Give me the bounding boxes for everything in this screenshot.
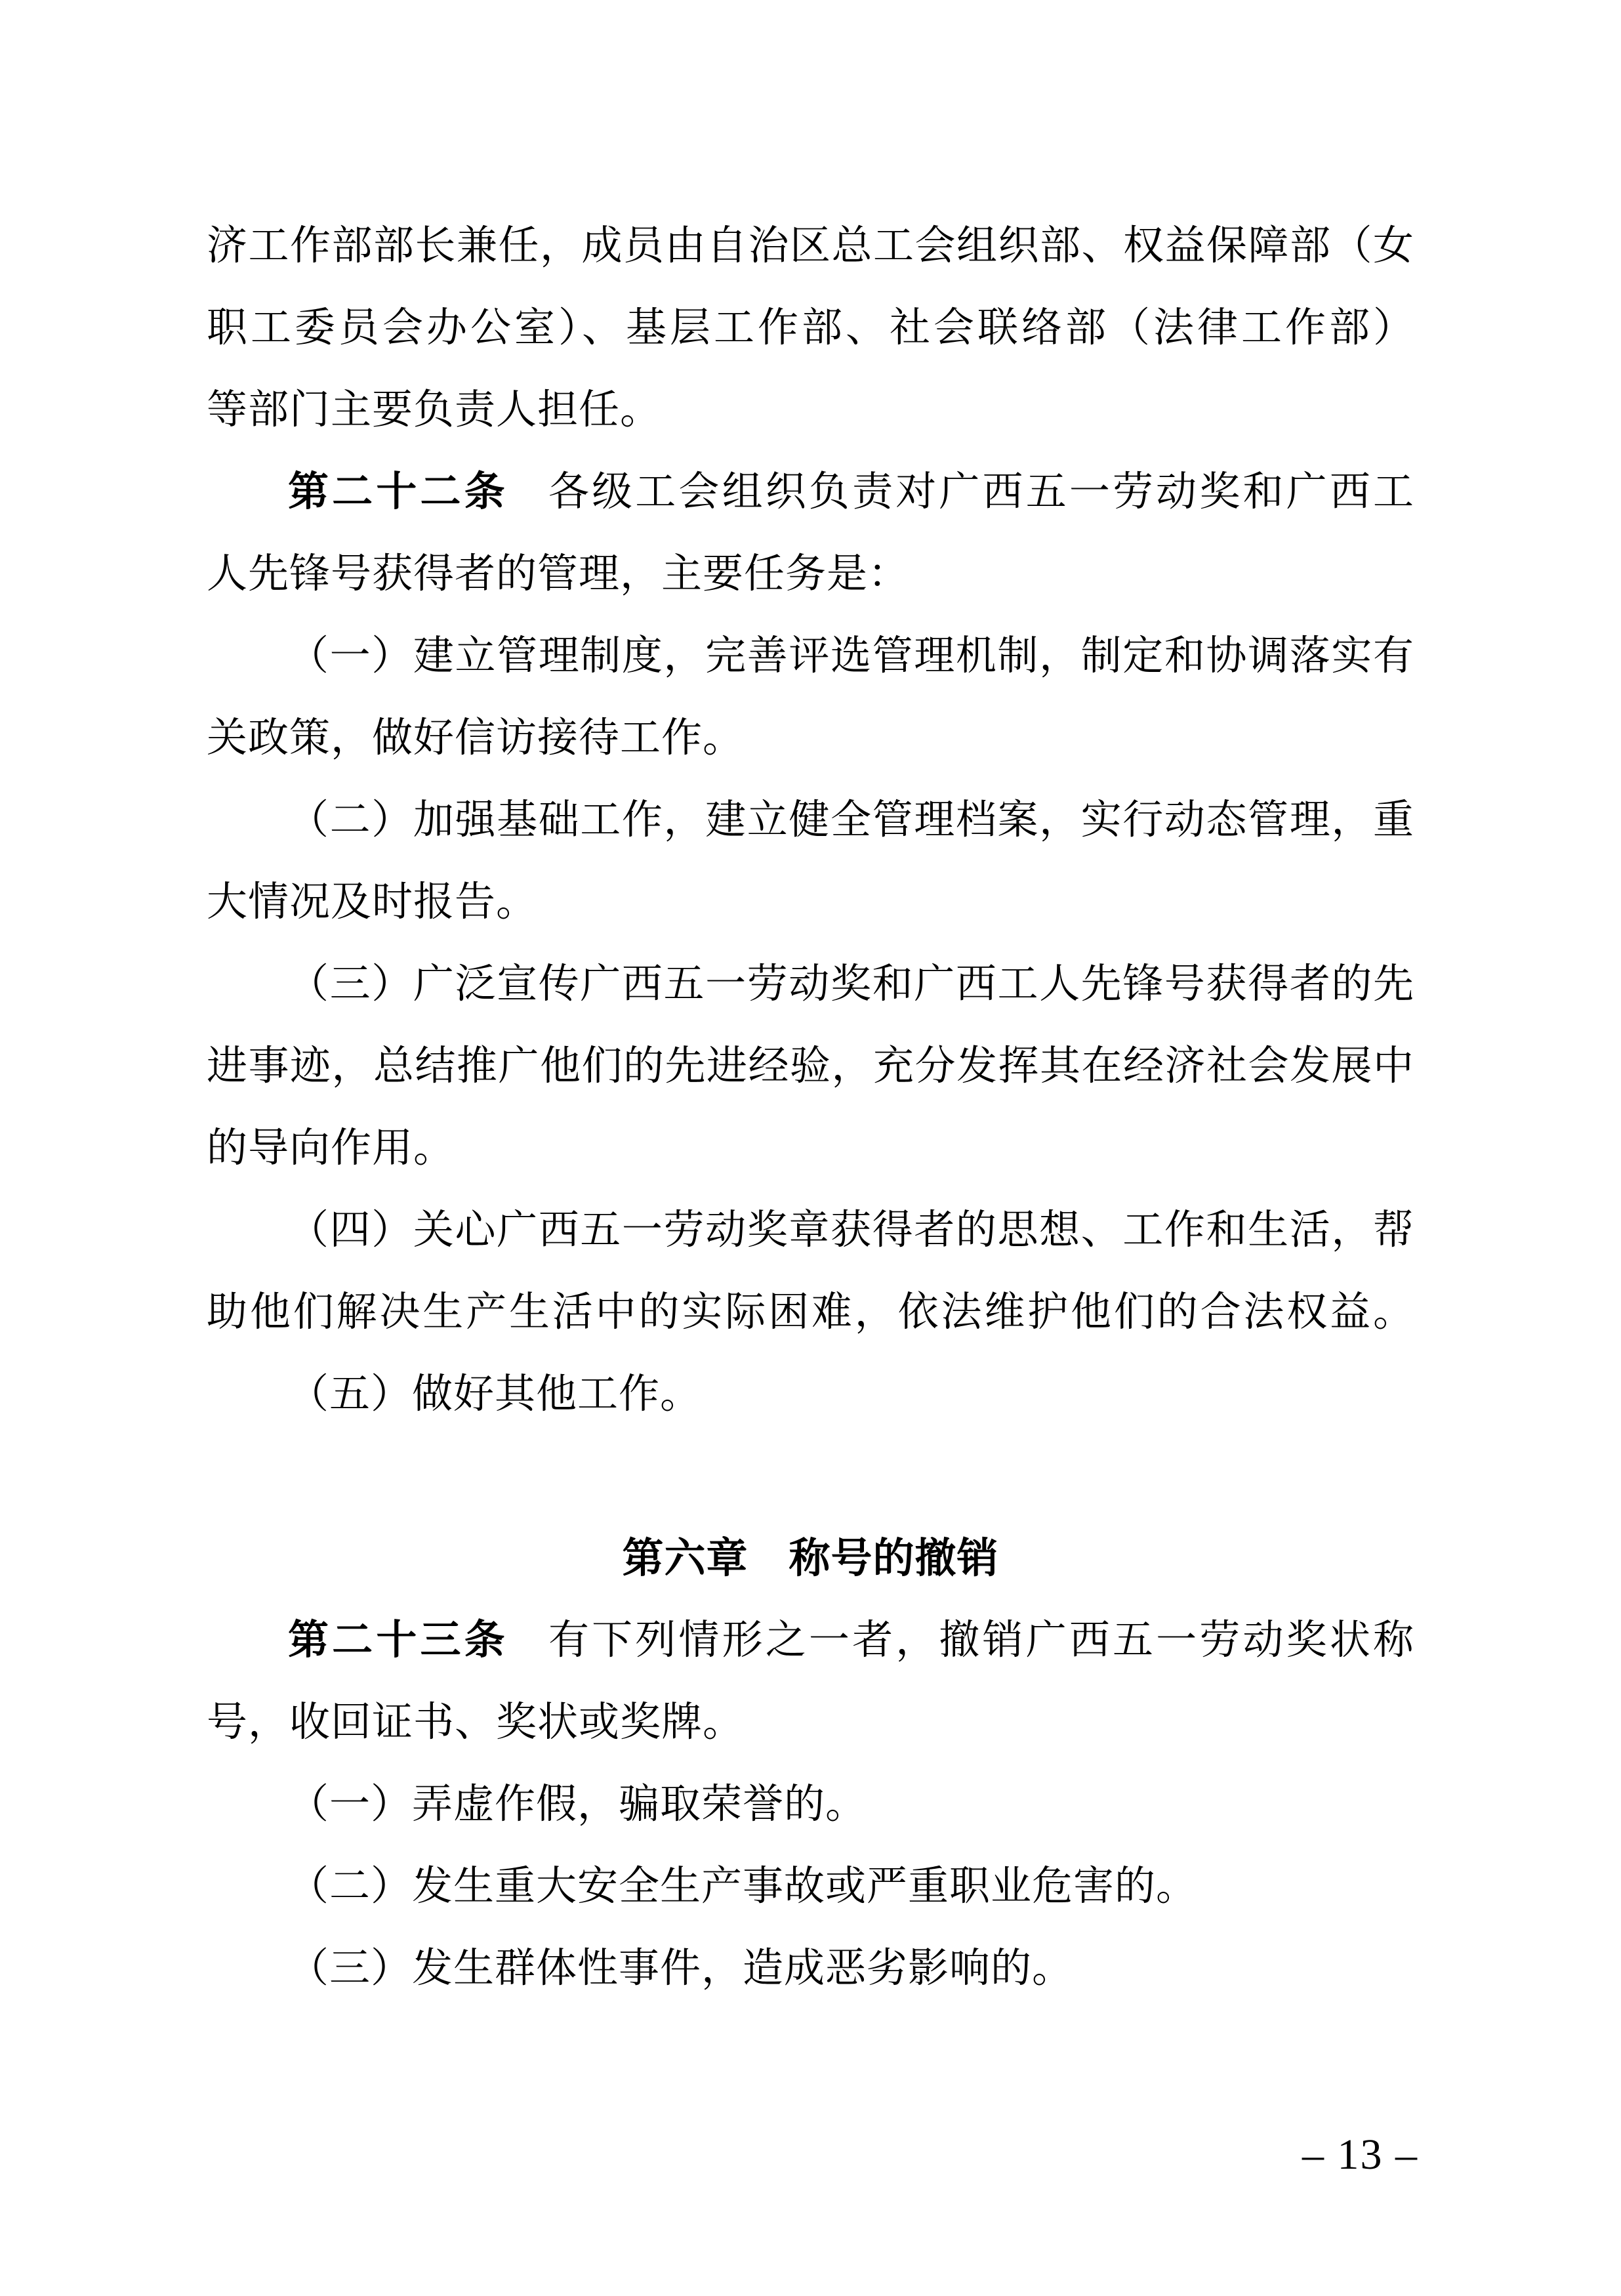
article-number: 第二十二条 [288, 470, 508, 514]
body-line: 进事迹，总结推广他们的先进经验，充分发挥其在经济社会发展中 [207, 1044, 1414, 1089]
body-line: （三）广泛宣传广西五一劳动奖和广西工人先锋号获得者的先 [288, 962, 1414, 1007]
line-text: 各级工会组织负责对广西五一劳动奖和广西工 [546, 470, 1414, 514]
document-body [207, 205, 1414, 2010]
body-line: （二）加强基础工作，建立健全管理档案，实行动态管理，重 [288, 798, 1414, 843]
chapter-label: 第六章 [622, 1535, 749, 1581]
body-line: （一）建立管理制度，完善评选管理机制，制定和协调落实有 [288, 634, 1414, 678]
body-line: 人先锋号获得者的管理，主要任务是： [207, 552, 910, 596]
body-line: 助他们解决生产生活中的实际困难，依法维护他们的合法权益。 [207, 1290, 1414, 1335]
body-line: 大情况及时报告。 [207, 880, 538, 925]
line-text: 有下列情形之一者，撤销广西五一劳动奖状称 [546, 1618, 1414, 1663]
chapter-heading [207, 1518, 1414, 1600]
spacer [508, 1653, 546, 1654]
article-line [207, 1600, 1414, 1682]
body-line: 济工作部部长兼任，成员由自治区总工会组织部、权益保障部（女 [207, 224, 1414, 268]
body-line: 职工委员会办公室）、基层工作部、社会联络部（法律工作部） [207, 306, 1414, 350]
body-line: （二）发生重大安全生产事故或严重职业危害的。 [288, 1864, 1198, 1909]
article-line [207, 451, 1414, 533]
blank-line [207, 1436, 1414, 1518]
body-line: 的导向作用。 [207, 1126, 455, 1171]
body-line: （一）弄虚作假，骗取荣誉的。 [288, 1782, 867, 1827]
body-line: 关政策，做好信访接待工作。 [207, 716, 745, 761]
article-number: 第二十三条 [288, 1618, 508, 1663]
body-line: （五）做好其他工作。 [288, 1372, 702, 1417]
body-line: （三）发生群体性事件，造成恶劣影响的。 [288, 1946, 1074, 1991]
body-line: 号，收回证书、奖状或奖牌。 [207, 1700, 745, 1745]
body-line: （四）关心广西五一劳动奖章获得者的思想、工作和生活，帮 [288, 1208, 1414, 1253]
body-line: 等部门主要负责人担任。 [207, 388, 662, 432]
chapter-title: 称号的撤销 [789, 1535, 999, 1581]
page-number: – 13 – [1302, 2131, 1418, 2179]
